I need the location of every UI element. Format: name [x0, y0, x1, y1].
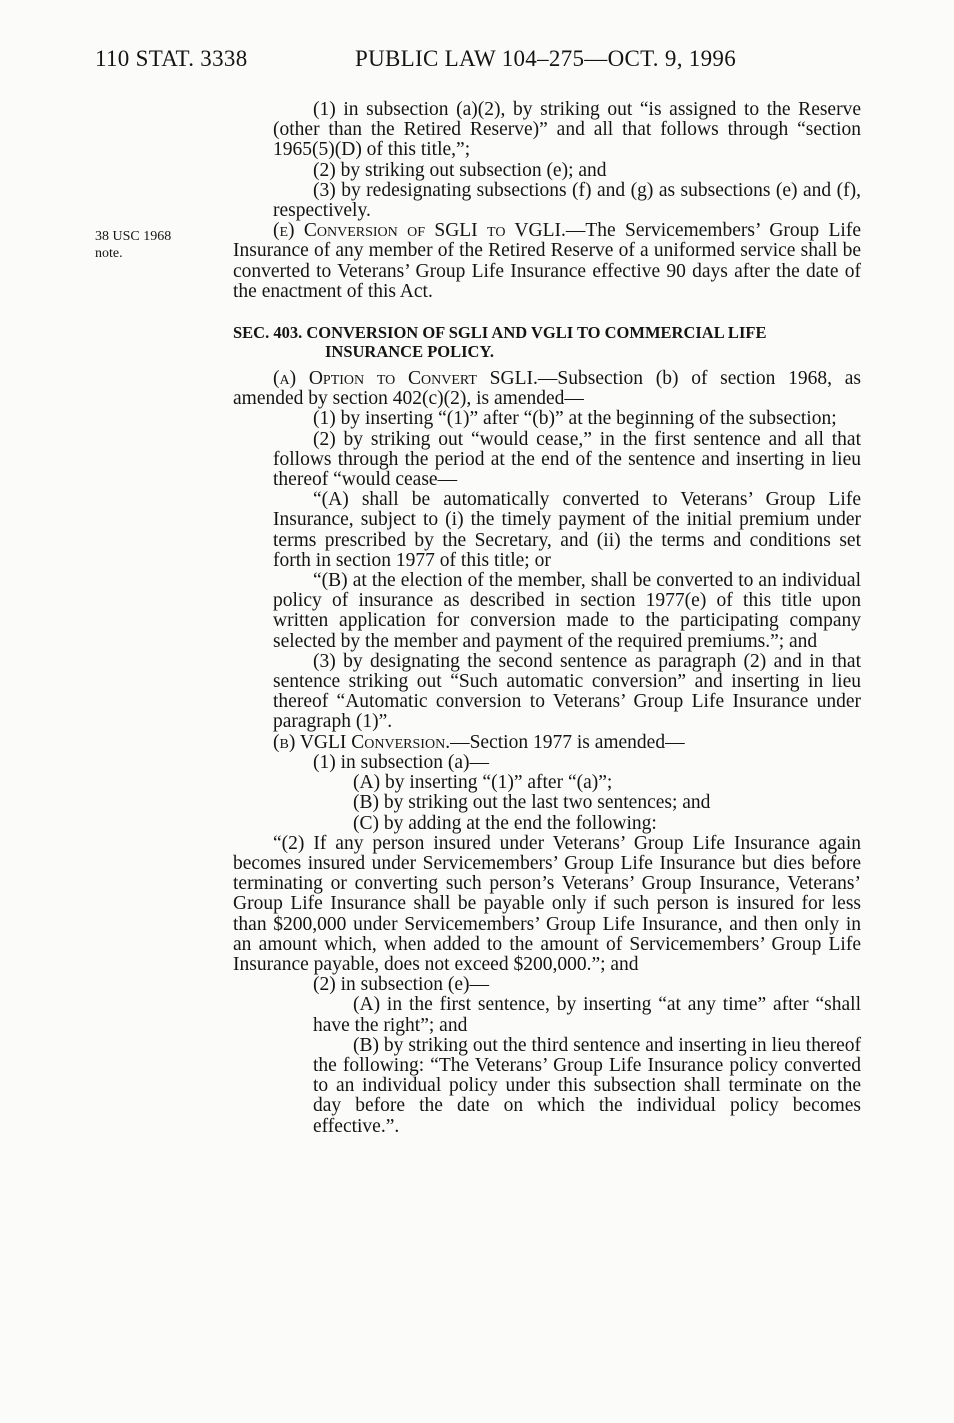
- paragraph: (2) by striking out subsection (e); and: [313, 159, 607, 181]
- paragraph-text: —Section 1977 is amended—: [450, 731, 685, 753]
- paragraph: (1) by inserting “(1)” after “(b)” at the beginning of the subsection;: [313, 408, 837, 430]
- public-law-citation: PUBLIC LAW 104–275—OCT. 9, 1996: [355, 46, 736, 71]
- paragraph: “(B) at the election of the member, shall be converted to an individual policy of insurance as described in section 1977(e) of this title upon written application for conversion made to the participating company selected by the member and payment of the required premiums.”; and: [273, 570, 861, 652]
- paragraph-text: —Subsection (b) of section 1968, as amended by section 402(c)(2), is amended—: [233, 368, 861, 410]
- paragraph: “(A) shall be automatically converted to Veterans’ Group Life Insurance, subject to (i) the timely payment of the initial premium under terms prescribed by the Secretary, and (ii) the terms and conditions set forth in section 1977 of this title; or: [273, 489, 861, 571]
- section-heading: SEC. 403. CONVERSION OF SGLI AND VGLI TO COMMERCIAL LIFE INSURANCE POLICY.: [233, 323, 767, 362]
- paragraph: (B) by striking out the last two sentences; and: [353, 792, 711, 814]
- paragraph: (2) in subsection (e)—: [313, 974, 489, 996]
- document-body: [233, 100, 861, 1137]
- paragraph: [233, 369, 861, 409]
- paragraph: (2) by striking out “would cease,” in the first sentence and all that follows through the period at the end of the sentence and inserting in lieu thereof “would cease—: [273, 428, 861, 491]
- margin-note-citation: 38 USC 1968: [95, 229, 172, 244]
- subsection-caption: (e) Conversion of SGLI to VGLI.: [273, 220, 566, 242]
- paragraph: “(2) If any person insured under Veterans’ Group Life Insurance again becomes insured under Servicemembers’ Group Life Insurance but dies before terminating or converting such person’s Veterans’ Group Insurance, Veterans’ Group Life Insurance shall be payable only if such person is insured for less than $200,000 under Servicemembers’ Group Life Insurance, and then only in an amount which, when added to the amount of Servicemembers’ Group Life Insurance payable, does not exceed $200,000.”; and: [233, 832, 861, 975]
- subsection-caption: (a) Option to Convert SGLI.: [273, 368, 538, 390]
- margin-note: [95, 228, 195, 262]
- statute-page-number: 110 STAT. 3338: [95, 46, 248, 71]
- subsection-caption: (b) VGLI Conversion.: [273, 731, 451, 753]
- paragraph: [273, 733, 861, 753]
- paragraph-text: —The Servicemembers’ Group Life Insurance of any member of the Retired Reserve of a uniformed service shall be converted to Veterans’ Group Life Insurance effective 90 days after the date of the enactment of this Act.: [233, 220, 861, 302]
- paragraph: (B) by striking out the third sentence and inserting in lieu thereof the following: “The Veterans’ Group Life Insurance policy converted to an individual policy under this subsection shall terminate on the day before the date on which the individual policy becomes effective.”.: [313, 1034, 861, 1137]
- paragraph: (1) in subsection (a)(2), by striking out “is assigned to the Reserve (other than the Retired Reserve)” and all that follows through “section 1965(5)(D) of this title,”;: [273, 99, 861, 161]
- paragraph: (3) by redesignating subsections (f) and (g) as subsections (e) and (f), respectively.: [273, 179, 861, 222]
- paragraph: (1) in subsection (a)—: [313, 751, 489, 773]
- paragraph: (A) by inserting “(1)” after “(a)”;: [353, 772, 613, 794]
- paragraph: (3) by designating the second sentence as paragraph (2) and in that sentence striking out “Such automatic conversion” and inserting in lieu thereof “Automatic conversion to Veterans’ Group Life Insurance under paragraph (1)”.: [273, 650, 861, 733]
- paragraph: (C) by adding at the end the following:: [353, 812, 657, 834]
- margin-note-label: note.: [95, 246, 123, 261]
- paragraph: (A) in the first sentence, by inserting “at any time” after “shall have the right”; and: [313, 994, 861, 1036]
- paragraph: [233, 221, 861, 302]
- page-header: [95, 46, 875, 80]
